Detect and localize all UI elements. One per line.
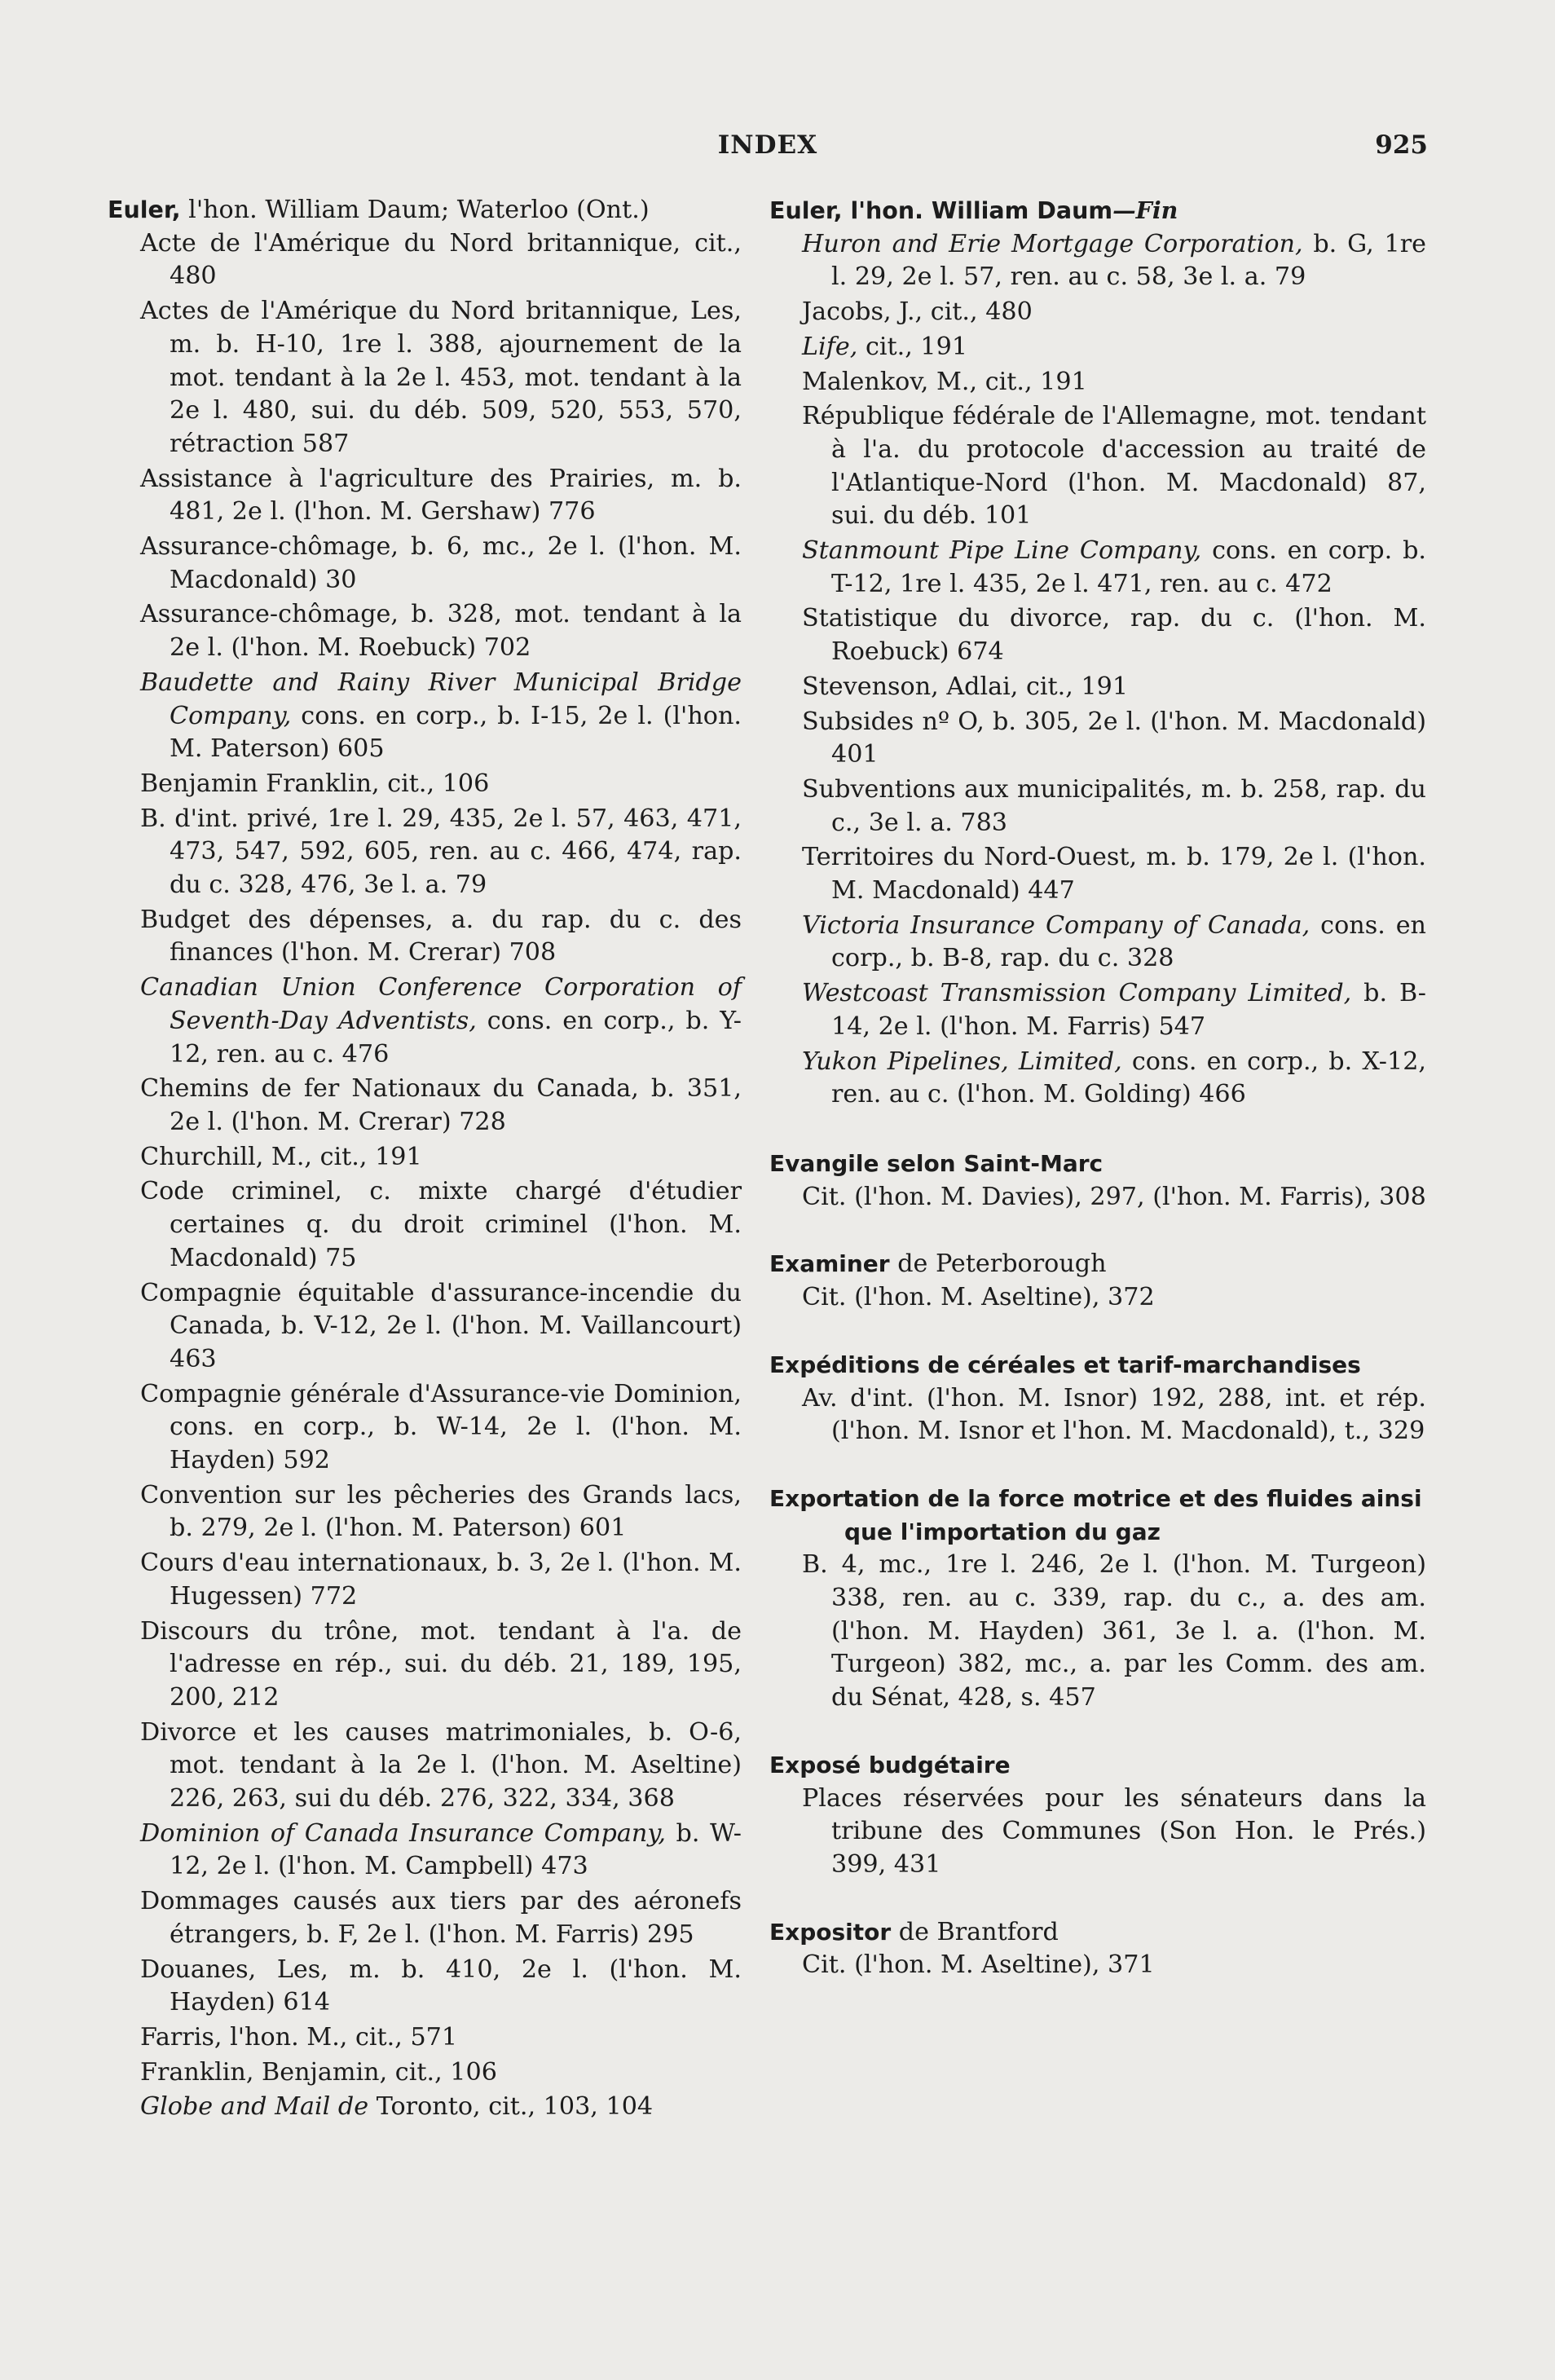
running-head xyxy=(108,130,1428,170)
index-entry xyxy=(108,667,742,766)
page-title: INDEX xyxy=(717,130,818,160)
block-heading-bold: Exportation de la force motrice et des fluides ainsi que l'importation du gaz xyxy=(769,1484,1422,1545)
block-entry: Cit. (l'hon. M. Aseltine), 371 xyxy=(802,1950,1155,1980)
entry-text: b. G, 1re l. 29, 2e l. 57, ren. au c. 58, 3e l. a. 79 xyxy=(831,229,1426,292)
index-entry xyxy=(108,1479,742,1545)
entry-text: Cours d'eau internationaux, b. 3, 2e l. (l'hon. M. Hugessen) 772 xyxy=(140,1549,742,1611)
block-heading xyxy=(769,1148,1426,1181)
entry-italic-title: Westcoast Transmission Company Limited, xyxy=(802,979,1352,1008)
entry-text: Assistance à l'agriculture des Prairies, m. b. 481, 2e l. (l'hon. M. Gershaw) 776 xyxy=(140,464,742,527)
index-entry xyxy=(108,2056,742,2090)
block-heading xyxy=(769,1749,1426,1783)
block-entry: Places réservées pour les sénateurs dans la tribune des Communes (Son Hon. le Prés.) 399, 431 xyxy=(802,1783,1426,1879)
entry-text: Divorce et les causes matrimoniales, b. O-6, mot. tendant à la 2e l. (l'hon. M. Aseltine) 226, 263, sui du déb. 276, 322, 334, 368 xyxy=(140,1717,742,1814)
entry-italic-title: Huron and Erie Mortgage Corporation, xyxy=(802,229,1303,258)
index-entry xyxy=(108,1277,742,1377)
block-heading xyxy=(769,1483,1426,1549)
index-entry xyxy=(769,1046,1426,1112)
index-entry xyxy=(108,1615,742,1715)
index-entry xyxy=(769,400,1426,533)
entry-italic-title: Baudette and Rainy River Municipal Bridge Company, xyxy=(140,668,742,730)
entry-text: cons. en corp., b. I-15, 2e l. (l'hon. M. Paterson) 605 xyxy=(170,701,742,764)
index-entry xyxy=(108,1954,742,2020)
entry-text: Chemins de fer Nationaux du Canada, b. 351, 2e l. (l'hon. M. Crerar) 728 xyxy=(140,1074,742,1136)
block-heading-bold: Evangile selon Saint-Marc xyxy=(769,1149,1103,1177)
block-entry: Av. d'int. (l'hon. M. Isnor) 192, 288, int. et rép. (l'hon. M. Isnor et l'hon. M. Macdonald), t., 329 xyxy=(802,1383,1426,1446)
block-heading-plain: de Peterborough xyxy=(889,1250,1107,1279)
index-entry xyxy=(769,841,1426,907)
block-heading-plain: de Brantford xyxy=(891,1917,1059,1946)
entry-text: cons. en corp. b. T-12, 1re l. 435, 2e l. 471, ren. au c. 472 xyxy=(831,536,1426,598)
index-entry xyxy=(108,1547,742,1613)
entry-text: cons. en corp., b. B-8, rap. du c. 328 xyxy=(831,910,1426,973)
index-entry xyxy=(769,331,1426,364)
heading-fin: —Fin xyxy=(1112,196,1178,224)
entry-text: Assurance-chômage, b. 6, mc., 2e l. (l'hon. M. Macdonald) 30 xyxy=(140,532,742,594)
entry-heading xyxy=(108,194,742,227)
block-heading xyxy=(769,1916,1426,1950)
entry-text: Churchill, M., cit., 191 xyxy=(140,1142,422,1171)
entry-italic-title: Dominion of Canada Insurance Company, xyxy=(140,1818,666,1848)
index-entry xyxy=(769,977,1426,1043)
entry-text: Dommages causés aux tiers par des aéronefs étrangers, b. F, 2e l. (l'hon. M. Farris) 295 xyxy=(140,1887,742,1949)
index-entry xyxy=(108,227,742,293)
right-column xyxy=(769,194,1426,2016)
index-entry xyxy=(108,904,742,970)
heading-rest: l'hon. William Daum; Waterloo (Ont.) xyxy=(180,196,650,224)
entry-text: Actes de l'Amérique du Nord britannique, Les, m. b. H-10, 1re l. 388, ajournement de la mot. tendant à la 2e l. 453, mot. tendant à la 2e l. 480, sui. du déb. 509, 520, 553, 570, rétraction 587 xyxy=(140,297,742,458)
heading-name: Euler, l'hon. William Daum xyxy=(769,197,1113,224)
index-entry xyxy=(769,671,1426,704)
index-entry xyxy=(108,768,742,801)
entry-text: Convention sur les pêcheries des Grands lacs, b. 279, 2e l. (l'hon. M. Paterson) 601 xyxy=(140,1480,742,1543)
entry-text: Subsides nº O, b. 305, 2e l. (l'hon. M. Macdonald) 401 xyxy=(802,707,1426,769)
page-number: 925 xyxy=(1375,130,1428,160)
entry-italic-title: Stanmount Pipe Line Company, xyxy=(802,536,1202,566)
index-entry xyxy=(108,1141,742,1175)
entry-text: Farris, l'hon. M., cit., 571 xyxy=(140,2022,458,2052)
block-heading-bold: Exposé budgétaire xyxy=(769,1751,1011,1778)
entry-text: Acte de l'Amérique du Nord britannique, cit., 480 xyxy=(140,228,742,291)
block-heading xyxy=(769,1248,1426,1281)
entry-text: Discours du trône, mot. tendant à l'a. de l'adresse en rép., sui. du déb. 21, 189, 195, 200, 212 xyxy=(140,1616,742,1712)
entry-text: cit., 191 xyxy=(857,332,968,361)
index-entry xyxy=(769,706,1426,772)
entry-italic-title: Victoria Insurance Company of Canada, xyxy=(802,910,1311,940)
index-block xyxy=(769,1248,1426,1314)
entry-text: Statistique du divorce, rap. du c. (l'hon. M. Roebuck) 674 xyxy=(802,604,1426,667)
entry-heading-continued xyxy=(769,194,1426,228)
index-entry xyxy=(769,296,1426,329)
entry-text: b. W-12, 2e l. (l'hon. M. Campbell) 473 xyxy=(170,1818,742,1881)
entry-text: Code criminel, c. mixte chargé d'étudier certaines q. du droit criminel (l'hon. M. Macdonald) 75 xyxy=(140,1177,742,1272)
section-spacer xyxy=(769,1113,1426,1148)
entry-text: Stevenson, Adlai, cit., 191 xyxy=(802,672,1129,701)
index-block xyxy=(769,1916,1426,1982)
index-entry xyxy=(108,531,742,597)
entry-text: Compagnie générale d'Assurance-vie Dominion, cons. en corp., b. W-14, 2e l. (l'hon. M. Hayden) 592 xyxy=(140,1379,742,1475)
entry-text: Douanes, Les, m. b. 410, 2e l. (l'hon. M. Hayden) 614 xyxy=(140,1955,742,2017)
block-heading xyxy=(769,1349,1426,1382)
entry-text: Compagnie équitable d'assurance-incendie du Canada, b. V-12, 2e l. (l'hon. M. Vaillancourt) 463 xyxy=(140,1278,742,1373)
entry-text: Subventions aux municipalités, m. b. 258, rap. du c., 3e l. a. 783 xyxy=(802,774,1426,837)
entry-text: cons. en corp., b. Y-12, ren. au c. 476 xyxy=(170,1006,742,1069)
index-entry xyxy=(108,1717,742,1816)
entry-text: Budget des dépenses, a. du rap. du c. des finances (l'hon. M. Crerar) 708 xyxy=(140,905,742,967)
index-entry xyxy=(108,972,742,1071)
entry-text: Franklin, Benjamin, cit., 106 xyxy=(140,2057,497,2087)
entry-text: cons. en corp., b. X-12, ren. au c. (l'hon. M. Golding) 466 xyxy=(831,1047,1427,1109)
entry-text: Toronto, cit., 103, 104 xyxy=(368,2092,654,2122)
index-entry xyxy=(108,295,742,461)
index-entry xyxy=(108,1818,742,1884)
index-entry xyxy=(769,602,1426,668)
index-block xyxy=(769,1483,1426,1715)
index-entry xyxy=(769,535,1426,601)
entry-text: Jacobs, J., cit., 480 xyxy=(802,298,1033,327)
index-entry xyxy=(108,463,742,529)
block-entry: Cit. (l'hon. M. Aseltine), 372 xyxy=(802,1283,1155,1312)
index-entry xyxy=(108,598,742,664)
block-entry: B. 4, mc., 1re l. 246, 2e l. (l'hon. M. Turgeon) 338, ren. au c. 339, rap. du c., a. des am. (l'hon. M. Hayden) 361, 3e l. a. (l'hon. M. Turgeon) 382, mc., a. par les Comm. des am. du Sénat, 428, s. 457 xyxy=(802,1550,1426,1712)
entry-italic-title: Canadian Union Conference Corporation of Seventh-Day Adventists, xyxy=(140,973,742,1035)
block-heading-bold: Expositor xyxy=(769,1918,892,1946)
entry-text: Benjamin Franklin, cit., 106 xyxy=(140,769,490,798)
left-column xyxy=(108,194,742,2126)
index-block xyxy=(769,1749,1426,1882)
index-entry xyxy=(769,366,1426,399)
index-entry xyxy=(769,228,1426,294)
index-block xyxy=(769,1148,1426,1214)
entry-italic-title: Globe and Mail de xyxy=(140,2092,369,2122)
entry-italic-title: Yukon Pipelines, Limited, xyxy=(802,1047,1122,1076)
index-entry xyxy=(108,1885,742,1951)
index-entry xyxy=(769,910,1426,976)
index-entry xyxy=(769,774,1426,840)
block-heading-bold: Examiner xyxy=(769,1250,890,1278)
entry-text: B. d'int. privé, 1re l. 29, 435, 2e l. 57, 463, 471, 473, 547, 592, 605, ren. au c. 466, 474, rap. du c. 328, 476, 3e l. a. 79 xyxy=(140,804,742,900)
entry-italic-title: Life, xyxy=(802,332,858,361)
index-entry xyxy=(108,803,742,902)
index-entry xyxy=(108,2021,742,2055)
heading-name: Euler, xyxy=(108,196,181,223)
index-entry xyxy=(108,2091,742,2124)
index-entry xyxy=(108,1175,742,1275)
entry-text: Malenkov, M., cit., 191 xyxy=(802,367,1087,396)
block-entry: Cit. (l'hon. M. Davies), 297, (l'hon. M. Farris), 308 xyxy=(802,1182,1426,1211)
entry-text: Territoires du Nord-Ouest, m. b. 179, 2e l. (l'hon. M. Macdonald) 447 xyxy=(802,843,1426,906)
index-entry xyxy=(108,1378,742,1478)
index-entry xyxy=(108,1073,742,1139)
index-block xyxy=(769,1349,1426,1448)
block-heading-bold: Expéditions de céréales et tarif-marchandises xyxy=(769,1351,1361,1378)
entry-text: Assurance-chômage, b. 328, mot. tendant à la 2e l. (l'hon. M. Roebuck) 702 xyxy=(140,600,742,663)
entry-text: République fédérale de l'Allemagne, mot. tendant à l'a. du protocole d'accession au traité de l'Atlantique-Nord (l'hon. M. Macdonald) 87, sui. du déb. 101 xyxy=(802,402,1426,531)
entry-text: b. B-14, 2e l. (l'hon. M. Farris) 547 xyxy=(831,979,1426,1041)
